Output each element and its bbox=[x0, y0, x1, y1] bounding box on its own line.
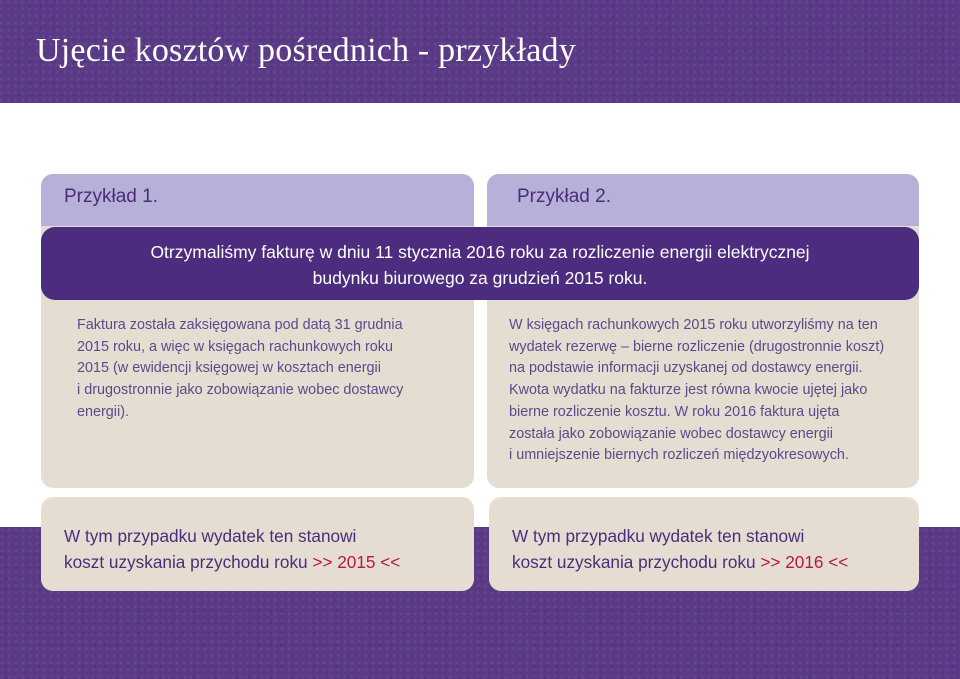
text-line: bierne rozliczenie kosztu. W roku 2016 faktura ujęta bbox=[509, 403, 840, 420]
result-1-box bbox=[41, 497, 474, 591]
banner-line: budynku biurowego za grudzień 2015 roku. bbox=[312, 268, 648, 288]
result-year: >> 2016 << bbox=[760, 552, 849, 572]
text-line: i drugostronnie jako zobowiązanie wobec dostawcy bbox=[77, 382, 404, 399]
text-line: W księgach rachunkowych 2015 roku utworzyliśmy na ten bbox=[509, 317, 878, 333]
text-line: została jako zobowiązanie wobec dostawcy energii bbox=[509, 425, 833, 442]
result-line: W tym przypadku wydatek ten stanowi bbox=[512, 526, 805, 546]
header-band bbox=[0, 0, 960, 103]
example-1-label: Przykład 1. bbox=[41, 174, 474, 226]
banner-line: Otrzymaliśmy fakturę w dniu 11 stycznia 2016 roku za rozliczenie energii elektrycznej bbox=[150, 242, 810, 262]
invoice-banner bbox=[41, 227, 919, 300]
text-line: wydatek rezerwę – bierne rozliczenie (drugostronnie koszt) bbox=[509, 338, 885, 355]
result-prefix: koszt uzyskania przychodu roku bbox=[512, 552, 761, 572]
text-line: na podstawie informacji uzyskanej od dostawcy energii. bbox=[509, 360, 863, 377]
example-2-text bbox=[509, 315, 909, 467]
text-line: 2015 roku, a więc w księgach rachunkowych roku bbox=[77, 338, 393, 355]
result-line bbox=[64, 549, 474, 575]
example-2-label: Przykład 2. bbox=[487, 174, 919, 226]
text-line: Kwota wydatku na fakturze jest równa kwocie ujętej jako bbox=[509, 382, 868, 399]
page-title: Ujęcie kosztów pośrednich - przykłady bbox=[36, 32, 576, 69]
text-line: Faktura została zaksięgowana pod datą 31 grudnia bbox=[77, 317, 403, 333]
result-year: >> 2015 << bbox=[312, 552, 401, 572]
example-1-text bbox=[77, 315, 447, 424]
result-prefix: koszt uzyskania przychodu roku bbox=[64, 552, 313, 572]
text-line: i umniejszenie biernych rozliczeń międzyokresowych. bbox=[509, 447, 849, 464]
result-line: W tym przypadku wydatek ten stanowi bbox=[64, 526, 357, 546]
text-line: 2015 (w ewidencji księgowej w kosztach energii bbox=[77, 360, 381, 377]
text-line: energii). bbox=[77, 403, 129, 420]
result-2-box bbox=[489, 497, 919, 591]
result-line bbox=[512, 549, 919, 575]
